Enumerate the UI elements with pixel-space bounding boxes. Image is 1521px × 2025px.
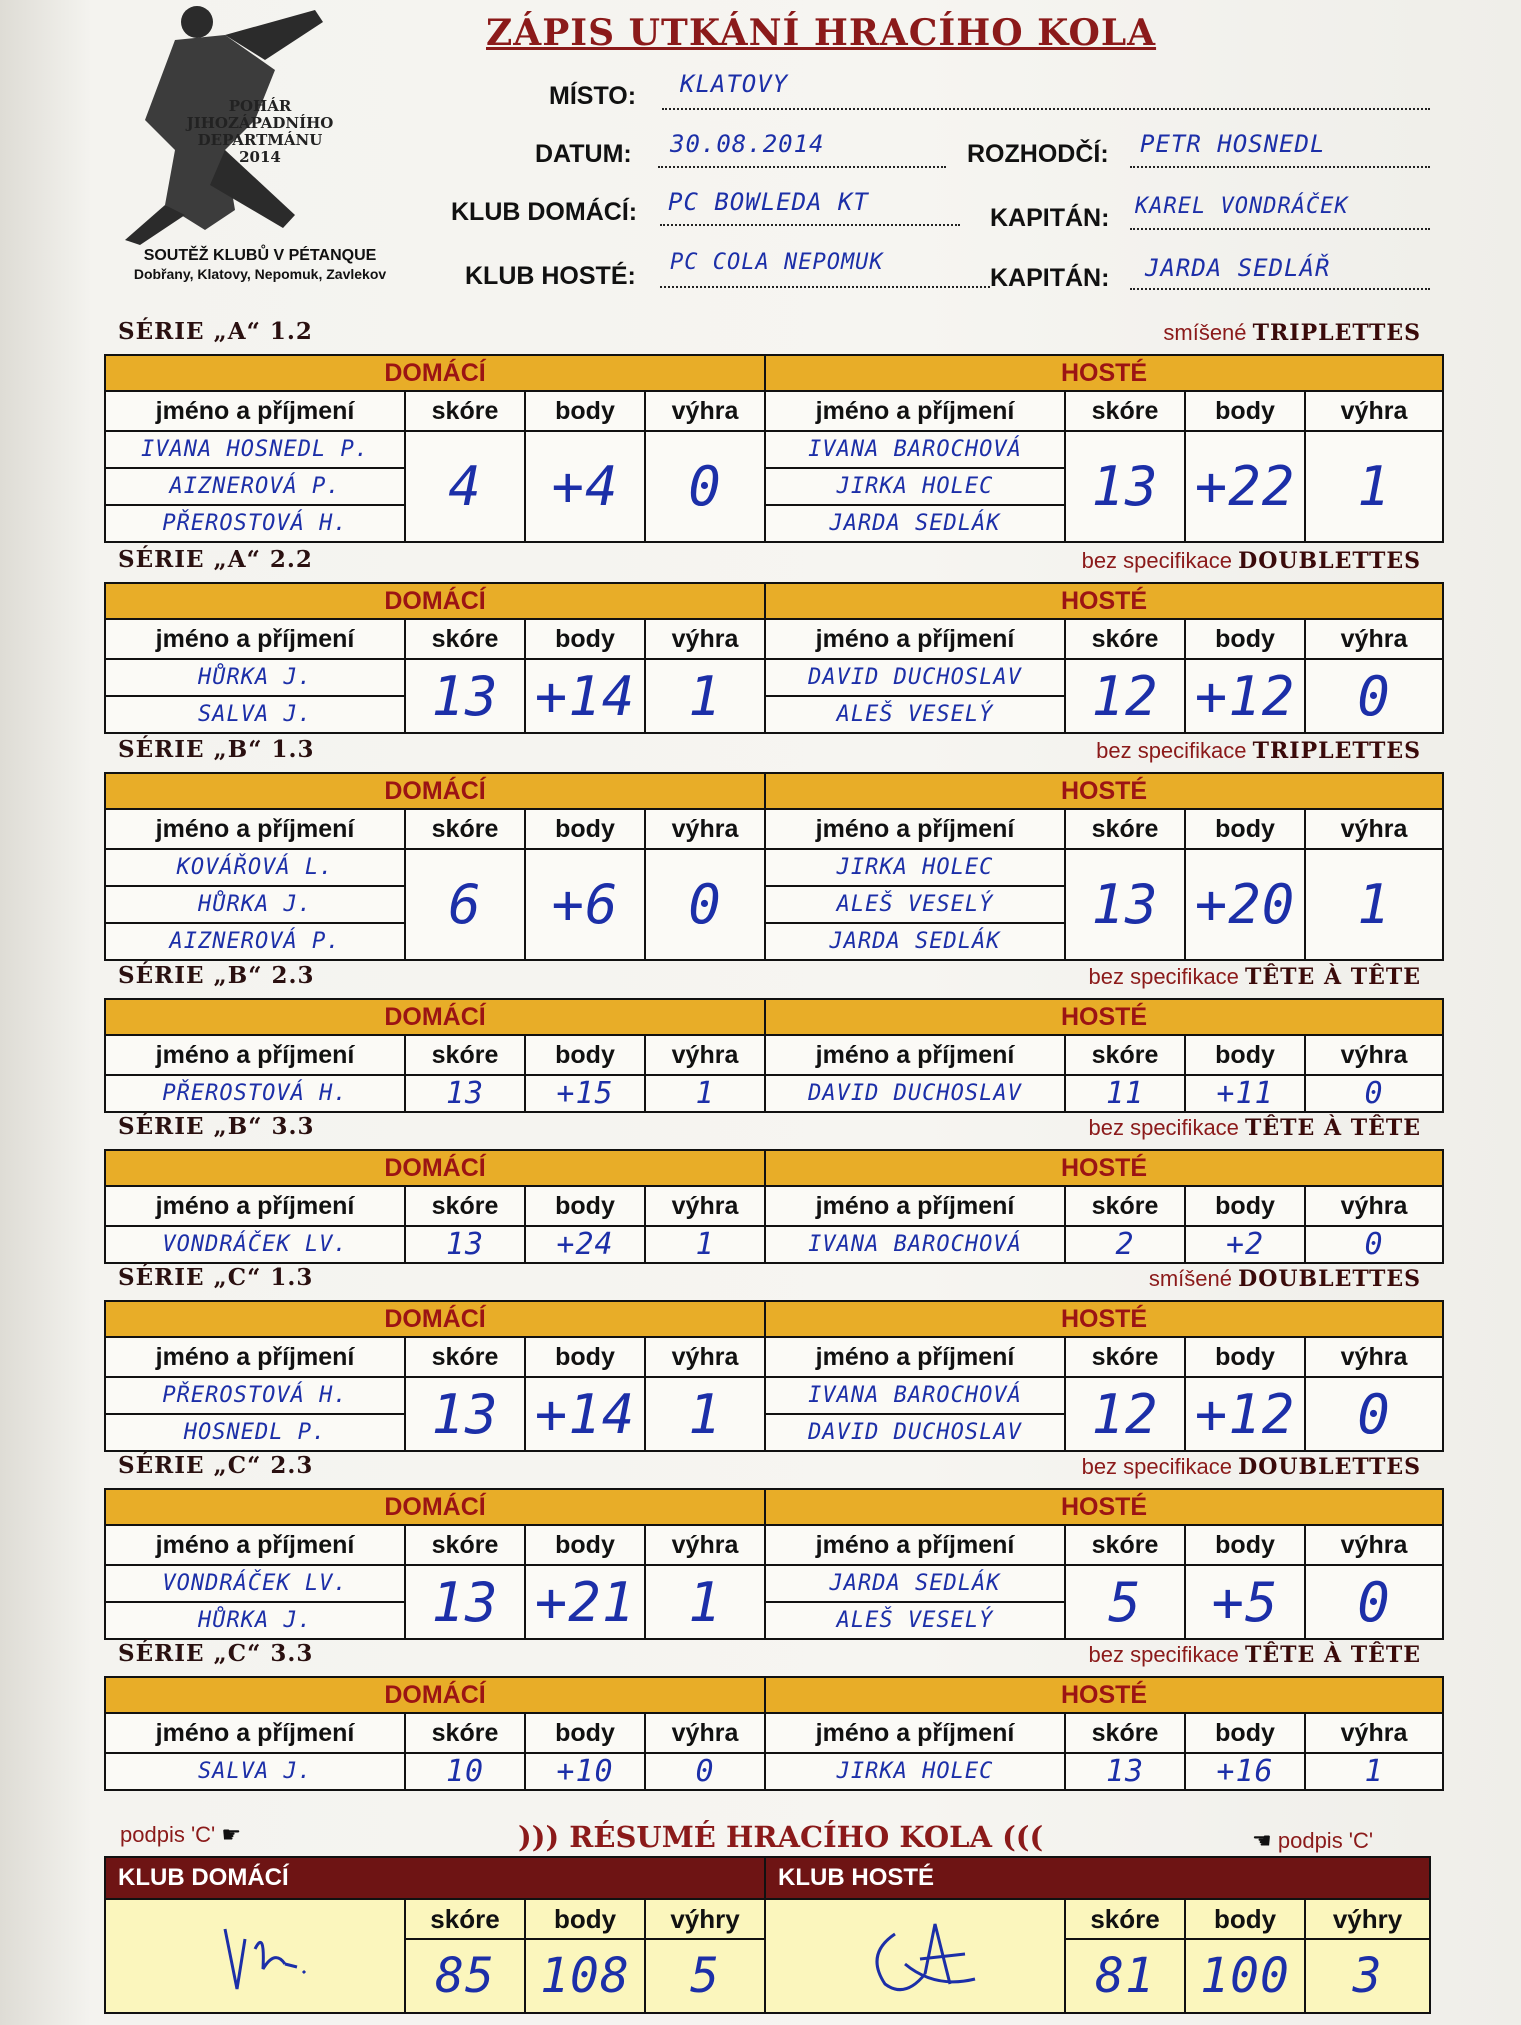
away-player-name: IVANA BAROCHOVÁ (765, 431, 1065, 468)
home-win: 0 (645, 431, 765, 542)
series-table (104, 772, 1444, 961)
away-body: +11 (1185, 1075, 1305, 1112)
home-score: 13 (405, 1075, 525, 1112)
logo-line-4: 2014 (239, 148, 281, 166)
series-table (104, 582, 1444, 734)
col-jmeno: jméno a příjmení (765, 1337, 1065, 1377)
series-type (1089, 964, 1422, 990)
away-vyhry-header: výhry (1305, 1899, 1430, 1939)
home-player-name: HŮRKA J. (105, 1602, 405, 1639)
col-jmeno: jméno a příjmení (105, 1186, 405, 1226)
col-jmeno: jméno a příjmení (765, 1713, 1065, 1753)
col-skore: skóre (1065, 619, 1185, 659)
col-vyhra: výhra (645, 1713, 765, 1753)
col-skore: skóre (1065, 1525, 1185, 1565)
kapitan-domaci-label: KAPITÁN: (990, 204, 1110, 232)
league-caption (90, 246, 430, 284)
col-skore: skóre (405, 1035, 525, 1075)
series-title: SÉRIE „B“ 1.3 (118, 736, 315, 763)
col-body: body (1185, 1186, 1305, 1226)
away-body: +12 (1185, 1377, 1305, 1451)
kapitan-hoste-label: KAPITÁN: (990, 264, 1110, 292)
series-title: SÉRIE „C“ 1.3 (118, 1264, 314, 1291)
col-body: body (1185, 391, 1305, 431)
away-body: +20 (1185, 849, 1305, 960)
col-jmeno: jméno a příjmení (765, 391, 1065, 431)
col-jmeno: jméno a příjmení (765, 809, 1065, 849)
away-team-header: HOSTÉ (765, 1489, 1443, 1525)
home-player-name: VONDRÁČEK LV. (105, 1226, 405, 1263)
klub-domaci-line (660, 224, 960, 226)
home-win: 0 (645, 849, 765, 960)
away-score: 12 (1065, 1377, 1185, 1451)
home-vyhry-total: 5 (645, 1939, 765, 2013)
away-score: 13 (1065, 849, 1185, 960)
away-win: 0 (1305, 659, 1443, 733)
home-team-header: DOMÁCÍ (105, 1150, 765, 1186)
series-table (104, 354, 1444, 543)
away-body-header: body (1185, 1899, 1305, 1939)
series-format: TÊTE À TÊTE (1245, 1115, 1421, 1141)
series-spec: smíšené (1148, 1266, 1232, 1291)
col-jmeno: jméno a příjmení (105, 809, 405, 849)
col-body: body (525, 809, 645, 849)
col-skore: skóre (405, 1525, 525, 1565)
col-vyhra: výhra (645, 809, 765, 849)
col-vyhra: výhra (645, 391, 765, 431)
series-title: SÉRIE „C“ 2.3 (118, 1452, 314, 1479)
away-body-total: 100 (1185, 1939, 1305, 2013)
home-team-header: DOMÁCÍ (105, 1677, 765, 1713)
series-title: SÉRIE „A“ 1.2 (118, 318, 313, 345)
series-spec: bez specifikace (1088, 1642, 1239, 1667)
col-vyhra: výhra (1305, 1035, 1443, 1075)
series-format: TÊTE À TÊTE (1245, 964, 1421, 990)
col-skore: skóre (1065, 391, 1185, 431)
resume-table (104, 1856, 1431, 2014)
home-player-name: SALVA J. (105, 696, 405, 733)
col-body: body (525, 1186, 645, 1226)
klub-hoste-label: KLUB HOSTÉ: (465, 262, 636, 290)
away-player-name: JARDA SEDLÁK (765, 1565, 1065, 1602)
col-skore: skóre (405, 809, 525, 849)
home-team-header: DOMÁCÍ (105, 773, 765, 809)
col-body: body (525, 391, 645, 431)
col-vyhra: výhra (1305, 1186, 1443, 1226)
col-jmeno: jméno a příjmení (105, 391, 405, 431)
podpis-left-label (120, 1822, 241, 1848)
away-score: 2 (1065, 1226, 1185, 1263)
home-player-name: AIZNEROVÁ P. (105, 923, 405, 960)
away-score: 13 (1065, 431, 1185, 542)
col-vyhra: výhra (1305, 391, 1443, 431)
home-score: 13 (405, 1377, 525, 1451)
col-body: body (1185, 619, 1305, 659)
home-win: 0 (645, 1753, 765, 1790)
home-player-name: PŘEROSTOVÁ H. (105, 1377, 405, 1414)
home-player-name: KOVÁŘOVÁ L. (105, 849, 405, 886)
series-type (1089, 1115, 1422, 1141)
home-score: 6 (405, 849, 525, 960)
datum-label: DATUM: (535, 140, 632, 168)
series-format: TÊTE À TÊTE (1245, 1642, 1421, 1668)
col-skore: skóre (1065, 1337, 1185, 1377)
col-skore: skóre (405, 1713, 525, 1753)
col-skore: skóre (405, 1337, 525, 1377)
col-body: body (1185, 1713, 1305, 1753)
away-player-name: DAVID DUCHOSLAV (765, 1414, 1065, 1451)
col-jmeno: jméno a příjmení (765, 619, 1065, 659)
home-body: +4 (525, 431, 645, 542)
series-title: SÉRIE „B“ 2.3 (118, 962, 315, 989)
series-title: SÉRIE „C“ 3.3 (118, 1640, 314, 1667)
col-vyhra: výhra (1305, 1337, 1443, 1377)
home-score: 13 (405, 1226, 525, 1263)
misto-label: MÍSTO: (549, 82, 637, 110)
home-player-name: AIZNEROVÁ P. (105, 468, 405, 505)
away-win: 0 (1305, 1565, 1443, 1639)
col-vyhra: výhra (1305, 809, 1443, 849)
home-score: 4 (405, 431, 525, 542)
series-spec: bez specifikace (1088, 1115, 1239, 1140)
col-skore: skóre (1065, 1035, 1185, 1075)
home-body: +14 (525, 1377, 645, 1451)
col-skore: skóre (405, 619, 525, 659)
home-skore-total: 85 (405, 1939, 525, 2013)
col-body: body (1185, 1525, 1305, 1565)
home-win: 1 (645, 1075, 765, 1112)
away-club-label: KLUB HOSTÉ (765, 1857, 1430, 1899)
series-type (1096, 738, 1421, 764)
home-body: +14 (525, 659, 645, 733)
home-body: +6 (525, 849, 645, 960)
home-captain-signature (105, 1899, 405, 2013)
home-win: 1 (645, 1377, 765, 1451)
away-win: 0 (1305, 1377, 1443, 1451)
resume-title: ))) RÉSUMÉ HRACÍHO KOLA ((( (518, 1820, 1044, 1854)
away-team-header: HOSTÉ (765, 773, 1443, 809)
away-win: 0 (1305, 1075, 1443, 1112)
series-table (104, 1149, 1444, 1264)
col-jmeno: jméno a příjmení (105, 1713, 405, 1753)
col-body: body (1185, 1337, 1305, 1377)
home-player-name: HŮRKA J. (105, 886, 405, 923)
col-skore: skóre (1065, 1186, 1185, 1226)
col-body: body (525, 1035, 645, 1075)
podpis-left-text: podpis 'C' (120, 1822, 216, 1847)
home-win: 1 (645, 1565, 765, 1639)
away-player-name: DAVID DUCHOSLAV (765, 1075, 1065, 1112)
podpis-right-text: podpis 'C' (1277, 1828, 1374, 1853)
series-spec: bez specifikace (1088, 964, 1239, 989)
league-line-1: SOUTĚŽ KLUBŮ V PÉTANQUE (143, 247, 377, 264)
away-player-name: JARDA SEDLÁK (765, 505, 1065, 542)
rozhodci-value: PETR HOSNEDL (1140, 130, 1326, 158)
home-win: 1 (645, 659, 765, 733)
col-vyhra: výhra (645, 619, 765, 659)
away-skore-header: skóre (1065, 1899, 1185, 1939)
home-score: 10 (405, 1753, 525, 1790)
logo-line-1: POHÁR (228, 97, 292, 115)
col-vyhra: výhra (645, 1186, 765, 1226)
misto-line (662, 108, 1430, 110)
col-jmeno: jméno a příjmení (765, 1525, 1065, 1565)
away-win: 1 (1305, 849, 1443, 960)
away-captain-signature (765, 1899, 1065, 2013)
away-body: +22 (1185, 431, 1305, 542)
away-team-header: HOSTÉ (765, 1677, 1443, 1713)
col-skore: skóre (1065, 809, 1185, 849)
away-body: +12 (1185, 659, 1305, 733)
klub-hoste-value: PC COLA NEPOMUK (670, 250, 884, 275)
home-club-label: KLUB DOMÁCÍ (105, 1857, 765, 1899)
away-body: +5 (1185, 1565, 1305, 1639)
home-player-name: HOSNEDL P. (105, 1414, 405, 1451)
series-format: DOUBLETTES (1238, 548, 1421, 574)
klub-domaci-label: KLUB DOMÁCÍ: (451, 198, 638, 226)
kapitan-domaci-value: KAREL VONDRÁČEK (1135, 194, 1349, 219)
away-player-name: ALEŠ VESELÝ (765, 1602, 1065, 1639)
col-jmeno: jméno a příjmení (765, 1035, 1065, 1075)
away-player-name: JIRKA HOLEC (765, 1753, 1065, 1790)
away-team-header: HOSTÉ (765, 355, 1443, 391)
home-body: +15 (525, 1075, 645, 1112)
away-player-name: IVANA BAROCHOVÁ (765, 1226, 1065, 1263)
away-skore-total: 81 (1065, 1939, 1185, 2013)
datum-value: 30.08.2014 (670, 130, 825, 158)
away-player-name: IVANA BAROCHOVÁ (765, 1377, 1065, 1414)
away-team-header: HOSTÉ (765, 1150, 1443, 1186)
away-player-name: JARDA SEDLÁK (765, 923, 1065, 960)
away-team-header: HOSTÉ (765, 1301, 1443, 1337)
col-jmeno: jméno a příjmení (105, 1525, 405, 1565)
home-vyhry-header: výhry (645, 1899, 765, 1939)
home-body: +10 (525, 1753, 645, 1790)
series-title: SÉRIE „A“ 2.2 (118, 546, 313, 573)
series-table (104, 1488, 1444, 1640)
home-player-name: IVANA HOSNEDL P. (105, 431, 405, 468)
col-jmeno: jméno a příjmení (105, 1337, 405, 1377)
series-table (104, 1676, 1444, 1791)
series-spec: bez specifikace (1096, 738, 1247, 763)
col-jmeno: jméno a příjmení (105, 1035, 405, 1075)
series-format: DOUBLETTES (1238, 1454, 1421, 1480)
away-player-name: DAVID DUCHOSLAV (765, 659, 1065, 696)
col-body: body (525, 1713, 645, 1753)
series-spec: bez specifikace (1081, 548, 1232, 573)
col-skore: skóre (1065, 1713, 1185, 1753)
logo-line-2: JIHOZÁPADNÍHO (186, 114, 334, 132)
col-skore: skóre (405, 391, 525, 431)
series-spec: bez specifikace (1081, 1454, 1232, 1479)
rozhodci-line (1130, 166, 1430, 168)
home-player-name: PŘEROSTOVÁ H. (105, 505, 405, 542)
col-jmeno: jméno a příjmení (105, 619, 405, 659)
home-team-header: DOMÁCÍ (105, 999, 765, 1035)
series-format: TRIPLETTES (1252, 320, 1421, 346)
home-skore-header: skóre (405, 1899, 525, 1939)
podpis-right-label (1252, 1828, 1373, 1854)
col-skore: skóre (405, 1186, 525, 1226)
page-title: ZÁPIS UTKÁNÍ HRACÍHO KOLA (486, 12, 1157, 54)
series-format: TRIPLETTES (1252, 738, 1421, 764)
away-score: 12 (1065, 659, 1185, 733)
home-body: +24 (525, 1226, 645, 1263)
away-win: 1 (1305, 1753, 1443, 1790)
home-score: 13 (405, 659, 525, 733)
col-vyhra: výhra (645, 1525, 765, 1565)
home-score: 13 (405, 1565, 525, 1639)
home-player-name: SALVA J. (105, 1753, 405, 1790)
home-body: +21 (525, 1565, 645, 1639)
away-score: 5 (1065, 1565, 1185, 1639)
series-type (1149, 1266, 1421, 1292)
away-win: 1 (1305, 431, 1443, 542)
home-player-name: VONDRÁČEK LV. (105, 1565, 405, 1602)
away-vyhry-total: 3 (1305, 1939, 1430, 2013)
home-body-header: body (525, 1899, 645, 1939)
col-vyhra: výhra (1305, 619, 1443, 659)
col-body: body (525, 1337, 645, 1377)
away-player-name: ALEŠ VESELÝ (765, 886, 1065, 923)
col-body: body (525, 1525, 645, 1565)
home-player-name: HŮRKA J. (105, 659, 405, 696)
home-team-header: DOMÁCÍ (105, 583, 765, 619)
series-table (104, 1300, 1444, 1452)
datum-line (658, 166, 946, 168)
away-player-name: JIRKA HOLEC (765, 849, 1065, 886)
away-score: 13 (1065, 1753, 1185, 1790)
col-jmeno: jméno a příjmení (765, 1186, 1065, 1226)
klub-hoste-line (660, 286, 990, 288)
col-body: body (1185, 1035, 1305, 1075)
col-body: body (525, 619, 645, 659)
series-title: SÉRIE „B“ 3.3 (118, 1113, 315, 1140)
col-vyhra: výhra (1305, 1525, 1443, 1565)
col-vyhra: výhra (1305, 1713, 1443, 1753)
away-score: 11 (1065, 1075, 1185, 1112)
series-type (1089, 1642, 1422, 1668)
klub-domaci-value: PC BOWLEDA KT (668, 188, 869, 216)
kapitan-hoste-value: JARDA SEDLÁŘ (1145, 254, 1331, 282)
home-team-header: DOMÁCÍ (105, 1301, 765, 1337)
home-player-name: PŘEROSTOVÁ H. (105, 1075, 405, 1112)
away-player-name: ALEŠ VESELÝ (765, 696, 1065, 733)
series-table (104, 998, 1444, 1113)
rozhodci-label: ROZHODČÍ: (967, 140, 1109, 168)
pointing-hand-icon: ☛ (1252, 1828, 1272, 1853)
home-win: 1 (645, 1226, 765, 1263)
series-type (1082, 1454, 1421, 1480)
logo-line-3: DEPARTMÁNU (197, 131, 323, 149)
col-body: body (1185, 809, 1305, 849)
kapitan-domaci-line (1130, 228, 1430, 230)
away-player-name: JIRKA HOLEC (765, 468, 1065, 505)
home-team-header: DOMÁCÍ (105, 1489, 765, 1525)
home-body-total: 108 (525, 1939, 645, 2013)
away-team-header: HOSTÉ (765, 999, 1443, 1035)
col-vyhra: výhra (645, 1035, 765, 1075)
series-format: DOUBLETTES (1238, 1266, 1421, 1292)
series-type (1163, 320, 1421, 346)
series-spec: smíšené (1163, 320, 1247, 345)
home-team-header: DOMÁCÍ (105, 355, 765, 391)
kapitan-hoste-line (1130, 288, 1430, 290)
series-type (1082, 548, 1421, 574)
away-body: +16 (1185, 1753, 1305, 1790)
league-line-2: Dobřany, Klatovy, Nepomuk, Zavlekov (133, 266, 387, 282)
misto-value: KLATOVY (680, 70, 789, 98)
pointing-hand-icon: ☛ (221, 1822, 242, 1847)
away-body: +2 (1185, 1226, 1305, 1263)
away-win: 0 (1305, 1226, 1443, 1263)
away-team-header: HOSTÉ (765, 583, 1443, 619)
col-vyhra: výhra (645, 1337, 765, 1377)
